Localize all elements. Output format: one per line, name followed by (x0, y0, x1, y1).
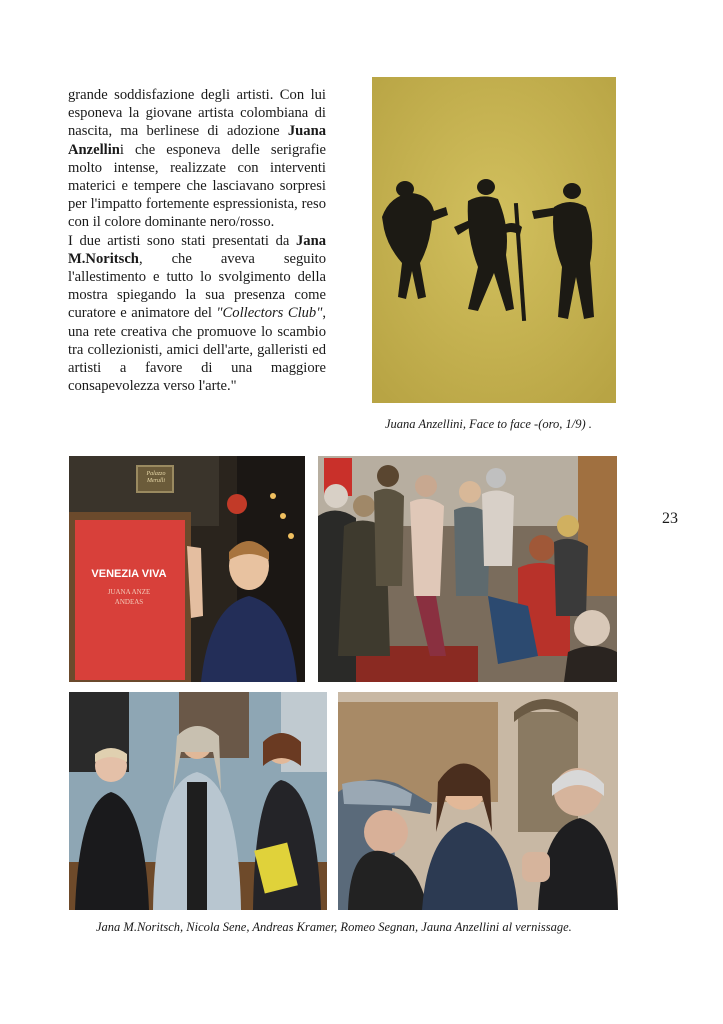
artwork-caption: Juana Anzellini, Face to face -(oro, 1/9) . (385, 417, 592, 431)
artwork-face-to-face (372, 77, 616, 403)
page-number: 23 (662, 510, 678, 527)
plaque-text: Palazzo Merulli (146, 471, 166, 484)
poster-line-3: ANDEAS (114, 598, 144, 606)
photo-group-three (69, 692, 327, 910)
artwork-figures (372, 77, 616, 403)
photo-curator-with-poster (69, 456, 305, 682)
photo-vernissage-crowd (318, 456, 617, 682)
photo-conversation (338, 692, 618, 910)
article-text (68, 86, 326, 395)
paragraph-1: grande soddisfazione degli artisti. Con lui esponeva la giovane artista colombiana di nascita, ma berlinese di adozione Juana Anzellini che esponeva delle serigrafie molto intense, realizzate con interventi materici e tempere che lasciavano sorpresi per l'impatto fortemente espressionista, reso con il colore dominante nero/rosso. (68, 87, 326, 231)
poster-title: VENEZIA VIVA (91, 568, 167, 580)
photo-4-scene (338, 692, 618, 910)
curator-name-jana: Jana M.Noritsch (68, 232, 326, 267)
paragraph-2: I due artisti sono stati presentati da Jana M.Noritsch, che aveva seguito l'allestimento e tutto lo svolgimento della mostra spiegando la sua presenza come curatore e animatore del "Collectors Club", una rete creativa che promuove lo scambio tra collezionisti, amici dell'arte, galleristi ed artisti a favore di una maggiore consapevolezza verso l'arte." (68, 232, 327, 395)
photos-caption: Jana M.Noritsch, Nicola Sene, Andreas Kramer, Romeo Segnan, Jauna Anzellini al vernissage. (96, 920, 572, 934)
collectors-club: "Collectors Club" (216, 305, 323, 322)
photo-2-scene (318, 456, 617, 682)
poster-line-2: JUANA ANZE (107, 588, 151, 596)
photo-3-scene (69, 692, 327, 910)
artist-name-juana: Juana Anzellin (68, 123, 326, 158)
